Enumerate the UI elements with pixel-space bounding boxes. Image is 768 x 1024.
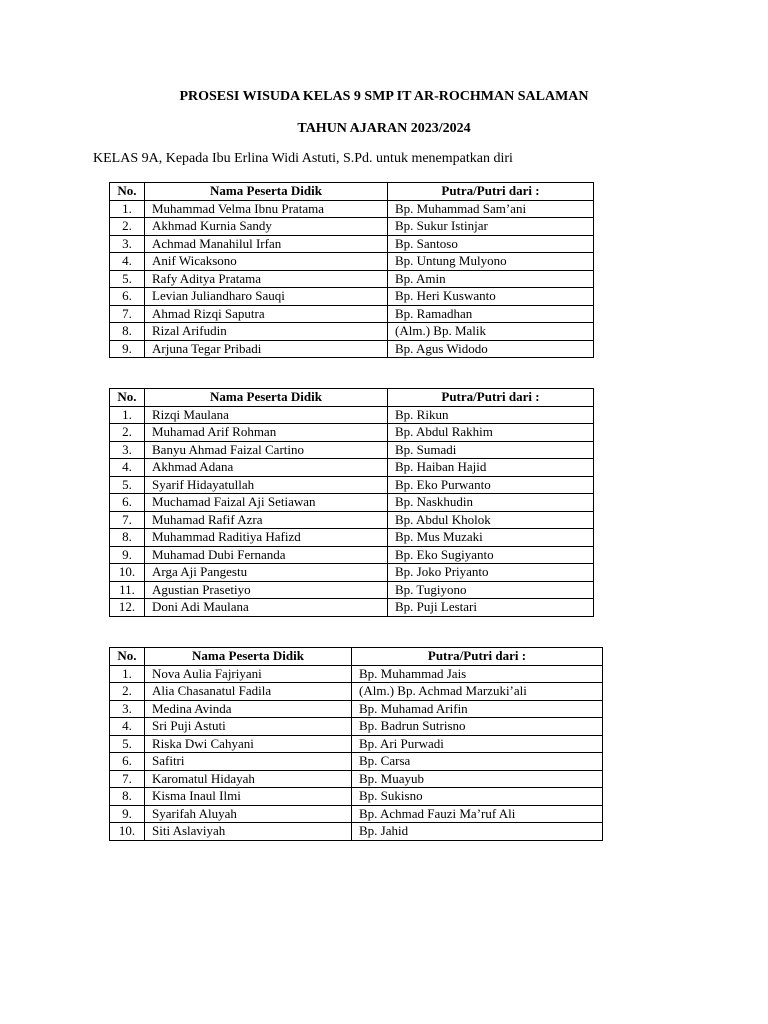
student-name: Karomatul Hidayah [145, 770, 352, 788]
table-row [110, 823, 603, 841]
table-row [110, 406, 594, 424]
table-row [110, 305, 594, 323]
student-name: Syarif Hidayatullah [145, 476, 388, 494]
row-number: 9. [110, 805, 145, 823]
row-number: 9. [110, 546, 145, 564]
parent-name: Bp. Agus Widodo [388, 340, 594, 358]
table-row [110, 494, 594, 512]
table-row [110, 459, 594, 477]
student-name: Achmad Manahilul Irfan [145, 235, 388, 253]
student-name: Akhmad Kurnia Sandy [145, 218, 388, 236]
parent-name: Bp. Muhammad Jais [352, 665, 603, 683]
parent-name: Bp. Badrun Sutrisno [352, 718, 603, 736]
table-row [110, 218, 594, 236]
parent-name: Bp. Naskhudin [388, 494, 594, 512]
header-name: Nama Peserta Didik [145, 648, 352, 666]
row-number: 1. [110, 406, 145, 424]
table-row [110, 323, 594, 341]
row-number: 2. [110, 218, 145, 236]
parent-name: Bp. Joko Priyanto [388, 564, 594, 582]
student-name: Muhamad Arif Rohman [145, 424, 388, 442]
header-no: No. [110, 183, 145, 201]
student-name: Nova Aulia Fajriyani [145, 665, 352, 683]
table-header-row [110, 648, 603, 666]
parent-name: Bp. Sukur Istinjar [388, 218, 594, 236]
student-name: Muchamad Faizal Aji Setiawan [145, 494, 388, 512]
table-row [110, 564, 594, 582]
header-no: No. [110, 389, 145, 407]
student-name: Rafy Aditya Pratama [145, 270, 388, 288]
parent-name: Bp. Carsa [352, 753, 603, 771]
document-title: PROSESI WISUDA KELAS 9 SMP IT AR-ROCHMAN SALAMAN [179, 89, 589, 104]
parent-name: Bp. Sukisno [352, 788, 603, 806]
student-table-1 [109, 182, 594, 358]
row-number: 1. [110, 200, 145, 218]
table-row [110, 581, 594, 599]
row-number: 10. [110, 564, 145, 582]
header-name: Nama Peserta Didik [145, 183, 388, 201]
student-name: Levian Juliandharo Sauqi [145, 288, 388, 306]
class-intro: KELAS 9A, Kepada Ibu Erlina Widi Astuti, S.Pd. untuk menempatkan diri [93, 151, 513, 166]
table-row [110, 441, 594, 459]
parent-name: Bp. Eko Purwanto [388, 476, 594, 494]
table-row [110, 753, 603, 771]
parent-name: Bp. Ari Purwadi [352, 735, 603, 753]
table-row [110, 511, 594, 529]
row-number: 5. [110, 476, 145, 494]
table-row [110, 253, 594, 271]
row-number: 4. [110, 253, 145, 271]
student-name: Medina Avinda [145, 700, 352, 718]
student-name: Riska Dwi Cahyani [145, 735, 352, 753]
row-number: 3. [110, 441, 145, 459]
row-number: 5. [110, 270, 145, 288]
parent-name: Bp. Muhamad Arifin [352, 700, 603, 718]
table-header-row [110, 389, 594, 407]
row-number: 4. [110, 459, 145, 477]
table-row [110, 340, 594, 358]
table-row [110, 718, 603, 736]
parent-name: Bp. Heri Kuswanto [388, 288, 594, 306]
row-number: 9. [110, 340, 145, 358]
parent-name: Bp. Ramadhan [388, 305, 594, 323]
table-row [110, 476, 594, 494]
row-number: 7. [110, 770, 145, 788]
student-name: Doni Adi Maulana [145, 599, 388, 617]
student-name: Ahmad Rizqi Saputra [145, 305, 388, 323]
parent-name: Bp. Eko Sugiyanto [388, 546, 594, 564]
student-name: Arga Aji Pangestu [145, 564, 388, 582]
student-name: Rizal Arifudin [145, 323, 388, 341]
row-number: 8. [110, 323, 145, 341]
row-number: 3. [110, 700, 145, 718]
header-parent: Putra/Putri dari : [388, 183, 594, 201]
row-number: 6. [110, 753, 145, 771]
table-row [110, 599, 594, 617]
student-name: Akhmad Adana [145, 459, 388, 477]
student-name: Muhamad Dubi Fernanda [145, 546, 388, 564]
parent-name: Bp. Amin [388, 270, 594, 288]
header-parent: Putra/Putri dari : [352, 648, 603, 666]
header-parent: Putra/Putri dari : [388, 389, 594, 407]
table-row [110, 270, 594, 288]
table-header-row [110, 183, 594, 201]
row-number: 11. [110, 581, 145, 599]
document-subtitle: TAHUN AJARAN 2023/2024 [297, 121, 471, 136]
row-number: 8. [110, 529, 145, 547]
student-name: Muhammad Velma Ibnu Pratama [145, 200, 388, 218]
student-name: Safitri [145, 753, 352, 771]
parent-name: Bp. Achmad Fauzi Ma’ruf Ali [352, 805, 603, 823]
parent-name: Bp. Jahid [352, 823, 603, 841]
student-table-3 [109, 647, 603, 841]
student-name: Arjuna Tegar Pribadi [145, 340, 388, 358]
row-number: 2. [110, 683, 145, 701]
row-number: 2. [110, 424, 145, 442]
parent-name: Bp. Abdul Rakhim [388, 424, 594, 442]
row-number: 7. [110, 511, 145, 529]
row-number: 3. [110, 235, 145, 253]
student-name: Muhamad Rafif Azra [145, 511, 388, 529]
parent-name: Bp. Santoso [388, 235, 594, 253]
row-number: 10. [110, 823, 145, 841]
table-row [110, 700, 603, 718]
table-row [110, 788, 603, 806]
parent-name: Bp. Tugiyono [388, 581, 594, 599]
student-name: Sri Puji Astuti [145, 718, 352, 736]
header-no: No. [110, 648, 145, 666]
row-number: 6. [110, 494, 145, 512]
table-row [110, 683, 603, 701]
parent-name: Bp. Abdul Kholok [388, 511, 594, 529]
row-number: 5. [110, 735, 145, 753]
student-name: Siti Aslaviyah [145, 823, 352, 841]
header-name: Nama Peserta Didik [145, 389, 388, 407]
student-name: Alia Chasanatul Fadila [145, 683, 352, 701]
table-row [110, 546, 594, 564]
student-table-2 [109, 388, 594, 617]
table-row [110, 288, 594, 306]
student-name: Kisma Inaul Ilmi [145, 788, 352, 806]
row-number: 1. [110, 665, 145, 683]
row-number: 4. [110, 718, 145, 736]
parent-name: Bp. Puji Lestari [388, 599, 594, 617]
parent-name: Bp. Untung Mulyono [388, 253, 594, 271]
parent-name: Bp. Sumadi [388, 441, 594, 459]
student-name: Anif Wicaksono [145, 253, 388, 271]
row-number: 6. [110, 288, 145, 306]
student-name: Syarifah Aluyah [145, 805, 352, 823]
parent-name: (Alm.) Bp. Achmad Marzuki’ali [352, 683, 603, 701]
row-number: 8. [110, 788, 145, 806]
parent-name: Bp. Muhammad Sam’ani [388, 200, 594, 218]
student-name: Banyu Ahmad Faizal Cartino [145, 441, 388, 459]
table-row [110, 665, 603, 683]
table-row [110, 735, 603, 753]
table-row [110, 235, 594, 253]
row-number: 7. [110, 305, 145, 323]
parent-name: Bp. Muayub [352, 770, 603, 788]
parent-name: (Alm.) Bp. Malik [388, 323, 594, 341]
table-row [110, 200, 594, 218]
student-name: Agustian Prasetiyo [145, 581, 388, 599]
student-name: Rizqi Maulana [145, 406, 388, 424]
parent-name: Bp. Haiban Hajid [388, 459, 594, 477]
parent-name: Bp. Rikun [388, 406, 594, 424]
table-row [110, 424, 594, 442]
table-row [110, 805, 603, 823]
table-row [110, 529, 594, 547]
parent-name: Bp. Mus Muzaki [388, 529, 594, 547]
student-name: Muhammad Raditiya Hafizd [145, 529, 388, 547]
table-row [110, 770, 603, 788]
row-number: 12. [110, 599, 145, 617]
